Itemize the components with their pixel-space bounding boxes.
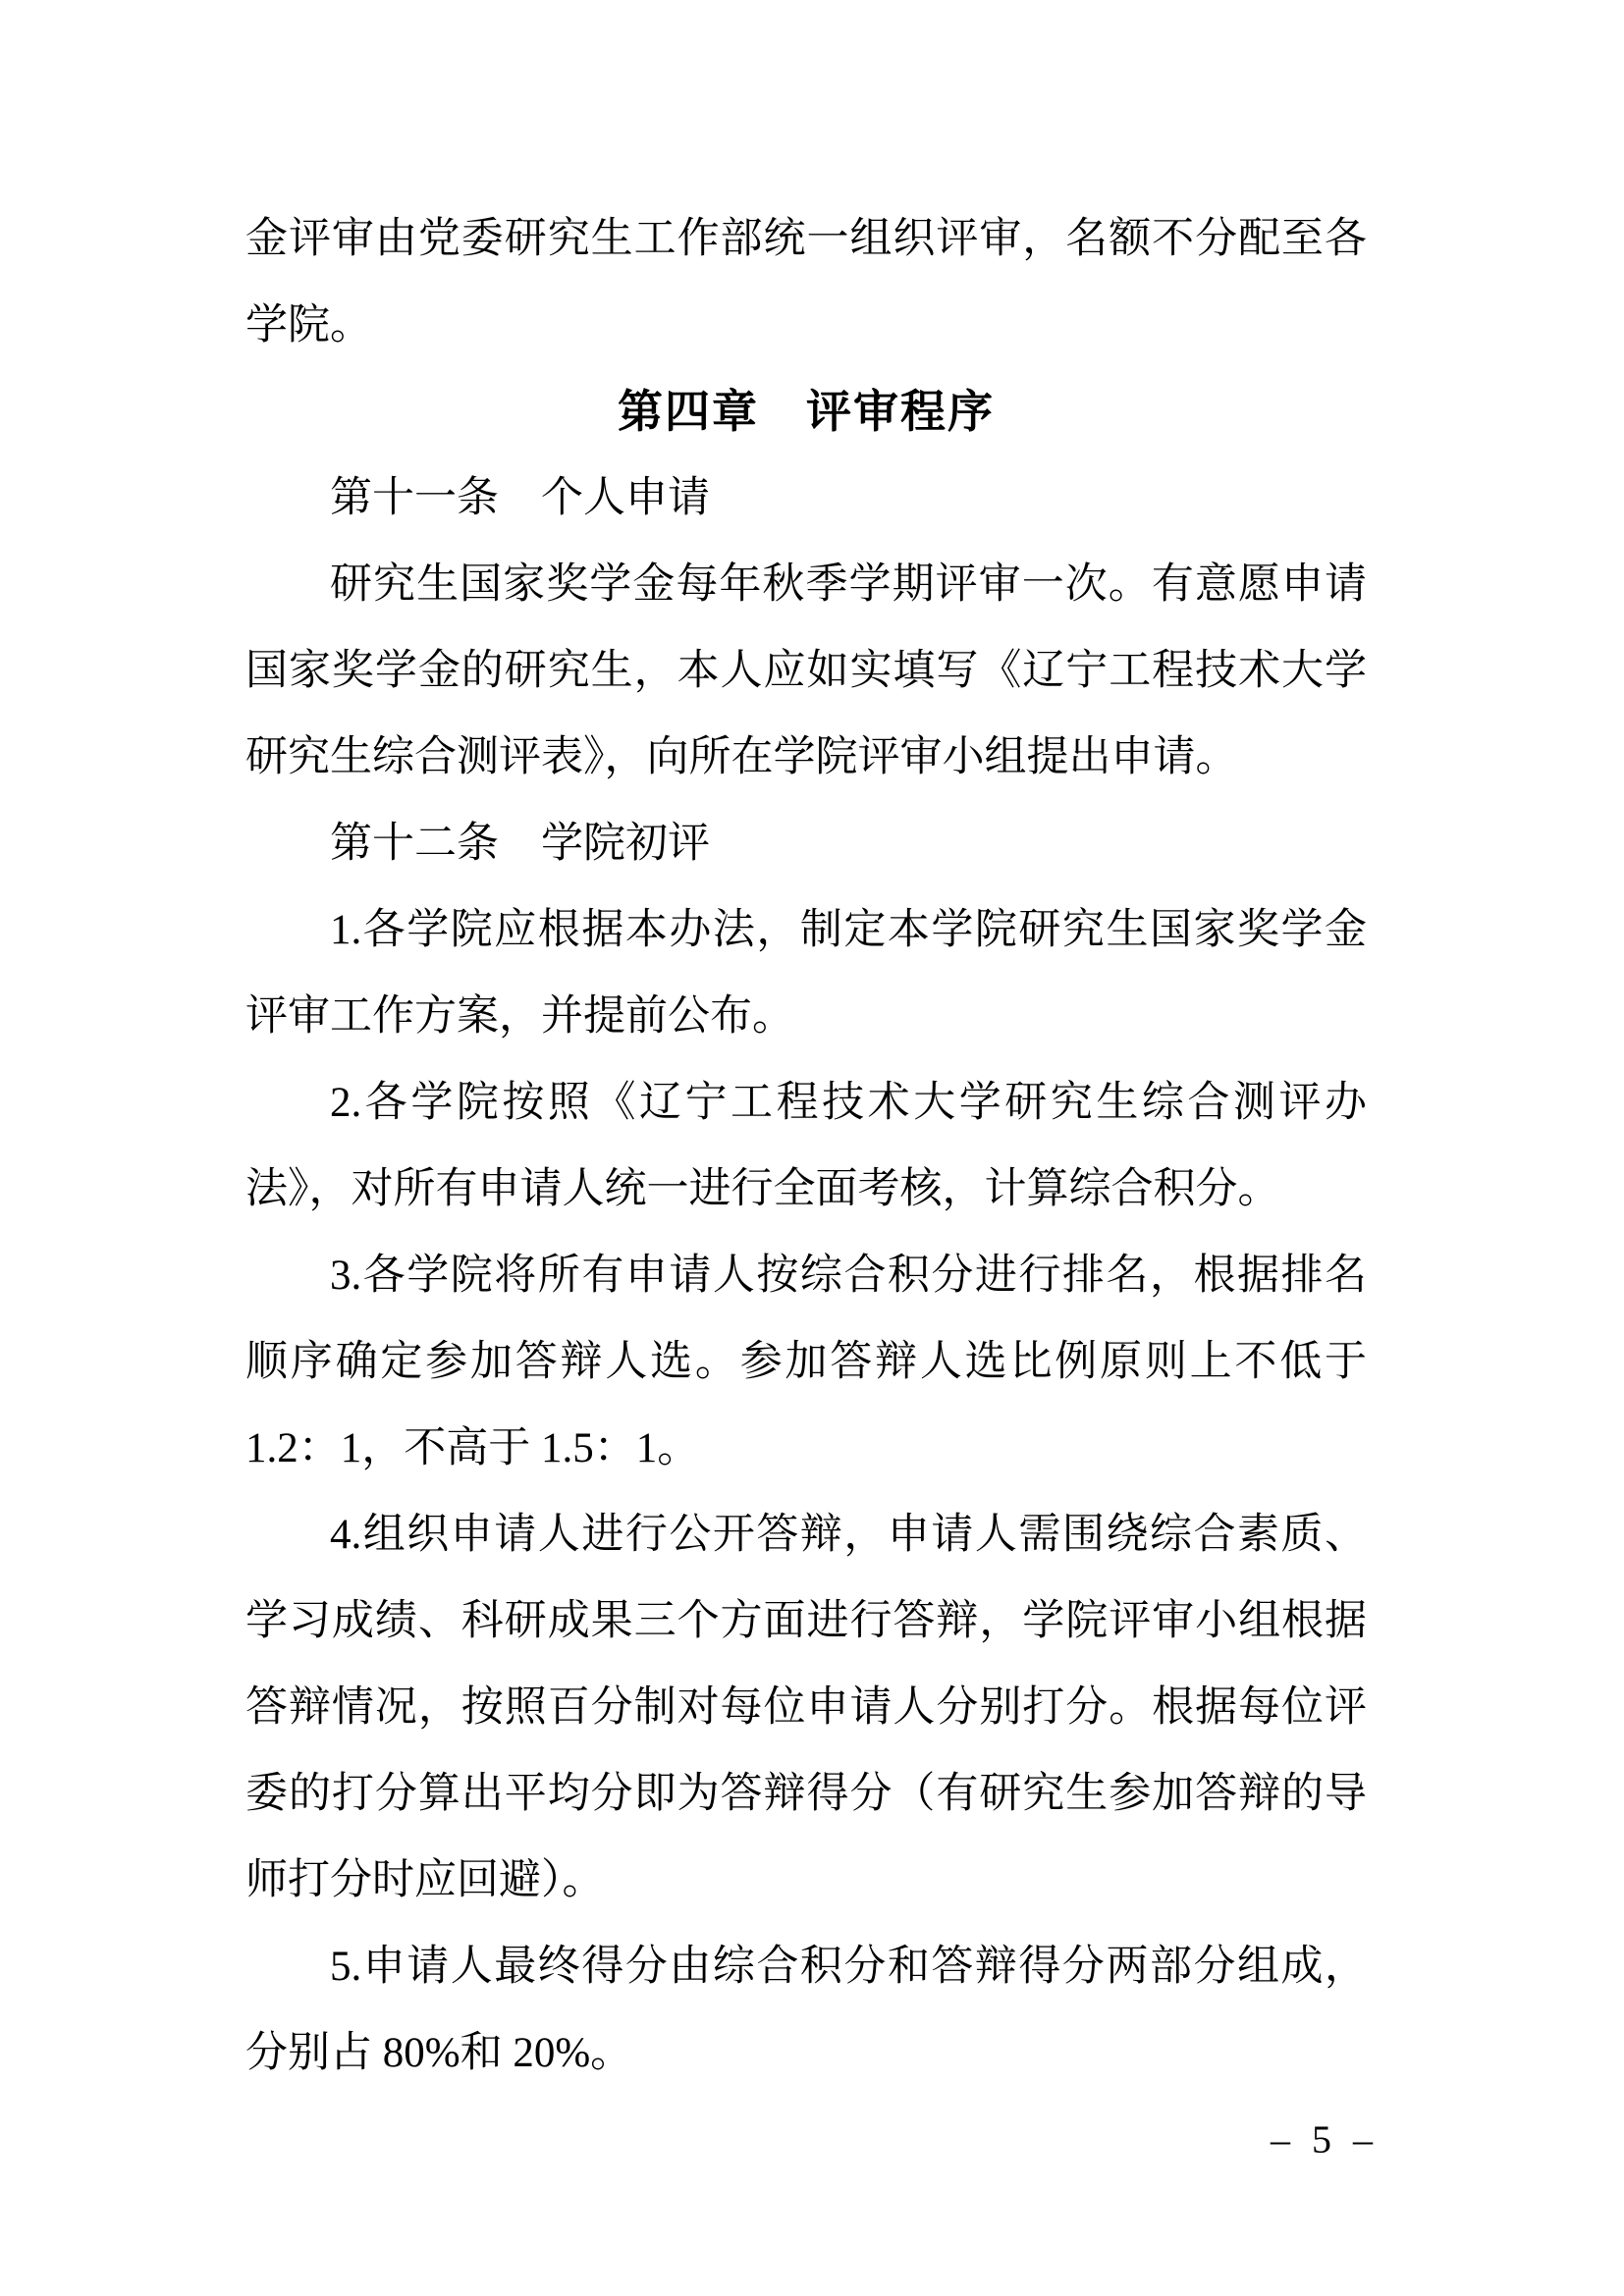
paragraph-line: 研究生综合测评表》，向所在学院评审小组提出申请。 bbox=[245, 734, 1238, 780]
article-11-title-line: 第十一条 个人申请 bbox=[330, 475, 710, 521]
list-item-3-line: 1.2：1，不高于 1.5：1。 bbox=[245, 1425, 700, 1471]
paragraph-continuation-line: 学院。 bbox=[245, 302, 372, 348]
list-item-2-line: 法》，对所有申请人统一进行全面考核，计算综合积分。 bbox=[245, 1166, 1280, 1212]
paragraph-continuation-line: 金评审由党委研究生工作部统一组织评审，名额不分配至各 bbox=[245, 216, 1367, 262]
list-item-4-line: 委的打分算出平均分即为答辩得分（有研究生参加答辩的导 bbox=[245, 1771, 1367, 1817]
paragraph-line: 研究生国家奖学金每年秋季学期评审一次。有意愿申请 bbox=[330, 561, 1367, 608]
page-number: – 5 – bbox=[1271, 2117, 1379, 2162]
list-item-5-line: 5.申请人最终得分由综合积分和答辩得分两部分组成， bbox=[330, 1944, 1367, 1990]
chapter-heading: 第四章 评审程序 bbox=[618, 387, 995, 437]
list-item-3-line: 3.各学院将所有申请人按综合积分进行排名，根据排名 bbox=[330, 1253, 1367, 1299]
list-item-2-line: 2.各学院按照《辽宁工程技术大学研究生综合测评办 bbox=[330, 1080, 1367, 1126]
document-body bbox=[245, 196, 1367, 2097]
paragraph-line: 国家奖学金的研究生，本人应如实填写《辽宁工程技术大学 bbox=[245, 648, 1367, 694]
list-item-4-line: 学习成绩、科研成果三个方面进行答辩，学院评审小组根据 bbox=[245, 1598, 1367, 1644]
list-item-4-line: 答辩情况，按照百分制对每位申请人分别打分。根据每位评 bbox=[245, 1684, 1367, 1731]
list-item-1-line: 1.各学院应根据本办法，制定本学院研究生国家奖学金 bbox=[330, 907, 1367, 953]
list-item-5-line: 分别占 80%和 20%。 bbox=[245, 2030, 633, 2076]
list-item-3-line: 顺序确定参加答辩人选。参加答辩人选比例原则上不低于 bbox=[245, 1339, 1367, 1385]
article-12-title-line: 第十二条 学院初评 bbox=[330, 821, 710, 867]
list-item-4-line: 4.组织申请人进行公开答辩，申请人需围绕综合素质、 bbox=[330, 1512, 1367, 1558]
list-item-1-line: 评审工作方案，并提前公布。 bbox=[245, 993, 794, 1040]
list-item-4-line: 师打分时应回避）。 bbox=[245, 1857, 605, 1903]
